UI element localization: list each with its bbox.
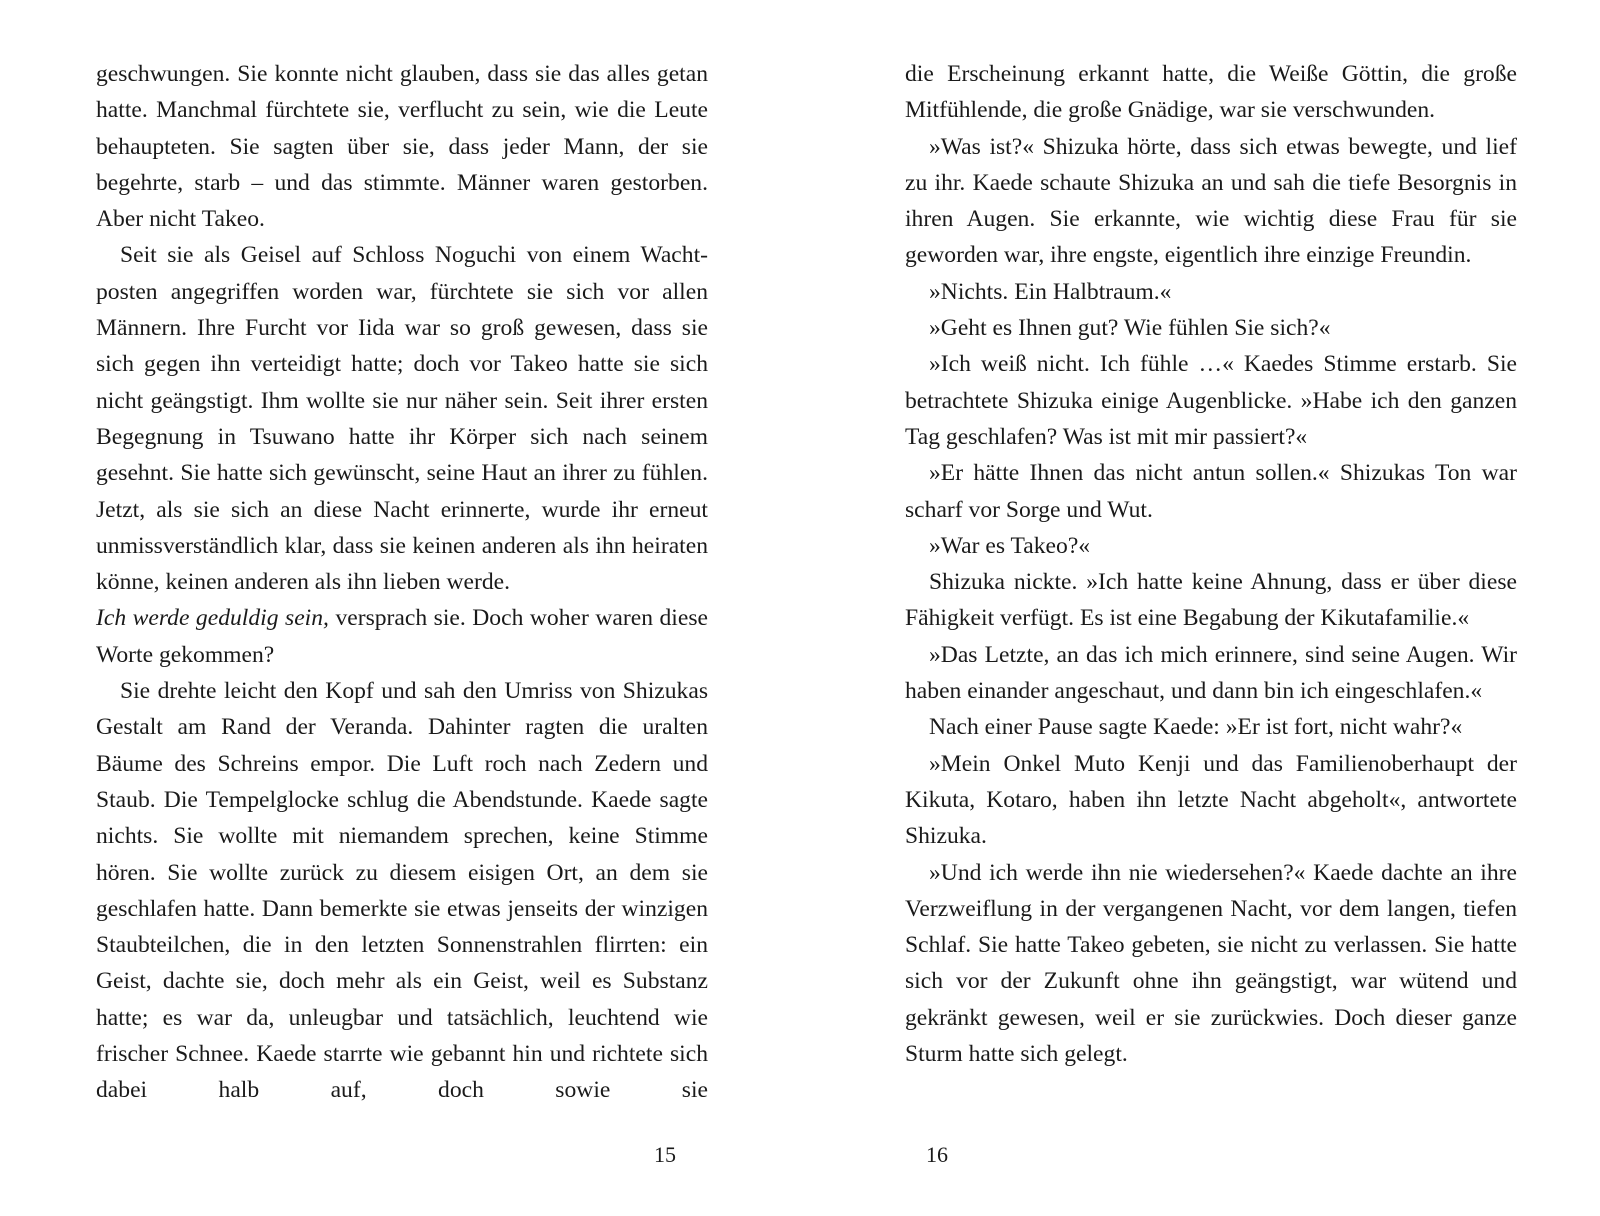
- right-paragraph-3: »Nichts. Ein Halbtraum.«: [929, 278, 1172, 305]
- right-paragraph-1: die Erscheinung erkannt hatte, die Weiße Göttin, die große Mitfühlende, die große Gnädige, war sie verschwunden.: [905, 61, 1517, 124]
- left-page: [96, 56, 708, 1109]
- italic-phrase: Ich werde geduldig sein,: [96, 605, 329, 632]
- right-paragraph-9: »Das Letzte, an das ich mich erinnere, sind seine Augen. Wir haben einander angeschaut, und dann bin ich eingeschlafen.«: [905, 641, 1517, 705]
- right-paragraph-2: »Was ist?« Shizuka hörte, dass sich etwas bewegte, und lief zu ihr. Kaede schaute Shizuka an und sah die tiefe Besorgnis in ihren Augen. Sie erkannte, wie wichtig diese Frau für sie geworden war, ihre engste, eigentlich ihre einzige Freundin.: [905, 133, 1517, 269]
- left-paragraph-3-text: versprach sie. Doch woher waren diese Worte gekommen?: [96, 605, 708, 668]
- right-paragraph-4: »Geht es Ihnen gut? Wie fühlen Sie sich?«: [929, 315, 1331, 342]
- left-paragraph-2: Seit sie als Geisel auf Schloss Noguchi von einem Wachtposten angegriffen worden war, fürchtete sie sich vor allen Männern. Ihre Furcht vor Iida war so groß gewesen, dass sie sich gegen ihn verteidigt hatte; doch vor Takeo hatte sie sich nicht geängstigt. Ihm wollte sie nur näher sein. Seit ihrer ersten Begegnung in Tsuwano hatte ihr Körper sich nach seinem gesehnt. Sie hatte sich gewünscht, seine Haut an ihrer zu fühlen. Jetzt, als sie sich an diese Nacht erinnerte, wurde ihr erneut unmissverständlich klar, dass sie keinen anderen als ihn heiraten könne, keinen anderen als ihn lieben werde.: [96, 242, 708, 596]
- right-paragraph-11: »Mein Onkel Muto Kenji und das Familienoberhaupt der Kikuta, Kotaro, haben ihn letzte Nacht abgeholt«, antwortete Shizuka.: [905, 750, 1517, 850]
- right-paragraph-10: Nach einer Pause sagte Kaede: »Er ist fort, nicht wahr?«: [929, 714, 1463, 741]
- right-paragraph-7: »War es Takeo?«: [929, 532, 1091, 559]
- left-paragraph-1: geschwungen. Sie konnte nicht glauben, dass sie das alles getan hatte. Manchmal fürchtete sie, verflucht zu sein, wie die Leute behaupteten. Sie sagten über sie, dass jeder Mann, der sie begehrte, starb – und das stimmte. Männer waren gestorben. Aber nicht Takeo.: [96, 61, 708, 233]
- right-paragraph-6: »Er hätte Ihnen das nicht antun sollen.« Shizukas Ton war scharf vor Sorge und Wut.: [905, 460, 1517, 523]
- left-paragraph-3: [96, 600, 708, 673]
- right-paragraph-12: »Und ich werde ihn nie wiedersehen?« Kaede dachte an ihre Verzweiflung in der vergangenen Nacht, vor dem langen, tiefen Schlaf. Sie hatte Takeo gebeten, sie nicht zu verlassen. Sie hatte sich vor der Zukunft ohne ihn geängstigt, war wütend und gekränkt gewesen, weil er sie zurückwies. Doch dieser ganze Sturm hatte sich gelegt.: [905, 859, 1517, 1068]
- left-paragraph-4: Sie drehte leicht den Kopf und sah den Umriss von Shizukas Gestalt am Rand der Veranda. Dahinter ragten die uralten Bäume des Schreins empor. Die Luft roch nach Zedern und Staub. Die Tempelglocke schlug die Abendstunde. Kaede sagte nichts. Sie wollte mit niemandem sprechen, keine Stimme hören. Sie wollte zurück zu diesem eisigen Ort, an dem sie geschlafen hatte. Dann bemerkte sie etwas jenseits der winzigen Staubteilchen, die in den letzten Sonnenstrahlen flirrten: ein Geist, dachte sie, doch mehr als ein Geist, weil es Substanz hatte; es war da, unleugbar und tatsächlich, leuchtend wie frischer Schnee. Kaede starrte wie gebannt hin und richtete sich dabei halb auf, doch sowie sie: [96, 678, 708, 1104]
- right-paragraph-8: Shizuka nickte. »Ich hatte keine Ahnung, dass er über diese Fähigkeit verfügt. Es ist eine Begabung der Kikutafamilie.«: [905, 569, 1517, 632]
- right-page: [905, 56, 1517, 1072]
- right-paragraph-5: »Ich weiß nicht. Ich fühle …« Kaedes Stimme erstarb. Sie betrachtete Shizuka einige Augenblicke. »Habe ich den ganzen Tag geschlafen? Was ist mit mir passiert?«: [905, 351, 1517, 450]
- page-number-left: 15: [654, 1142, 676, 1167]
- page-number-right: 16: [926, 1142, 948, 1167]
